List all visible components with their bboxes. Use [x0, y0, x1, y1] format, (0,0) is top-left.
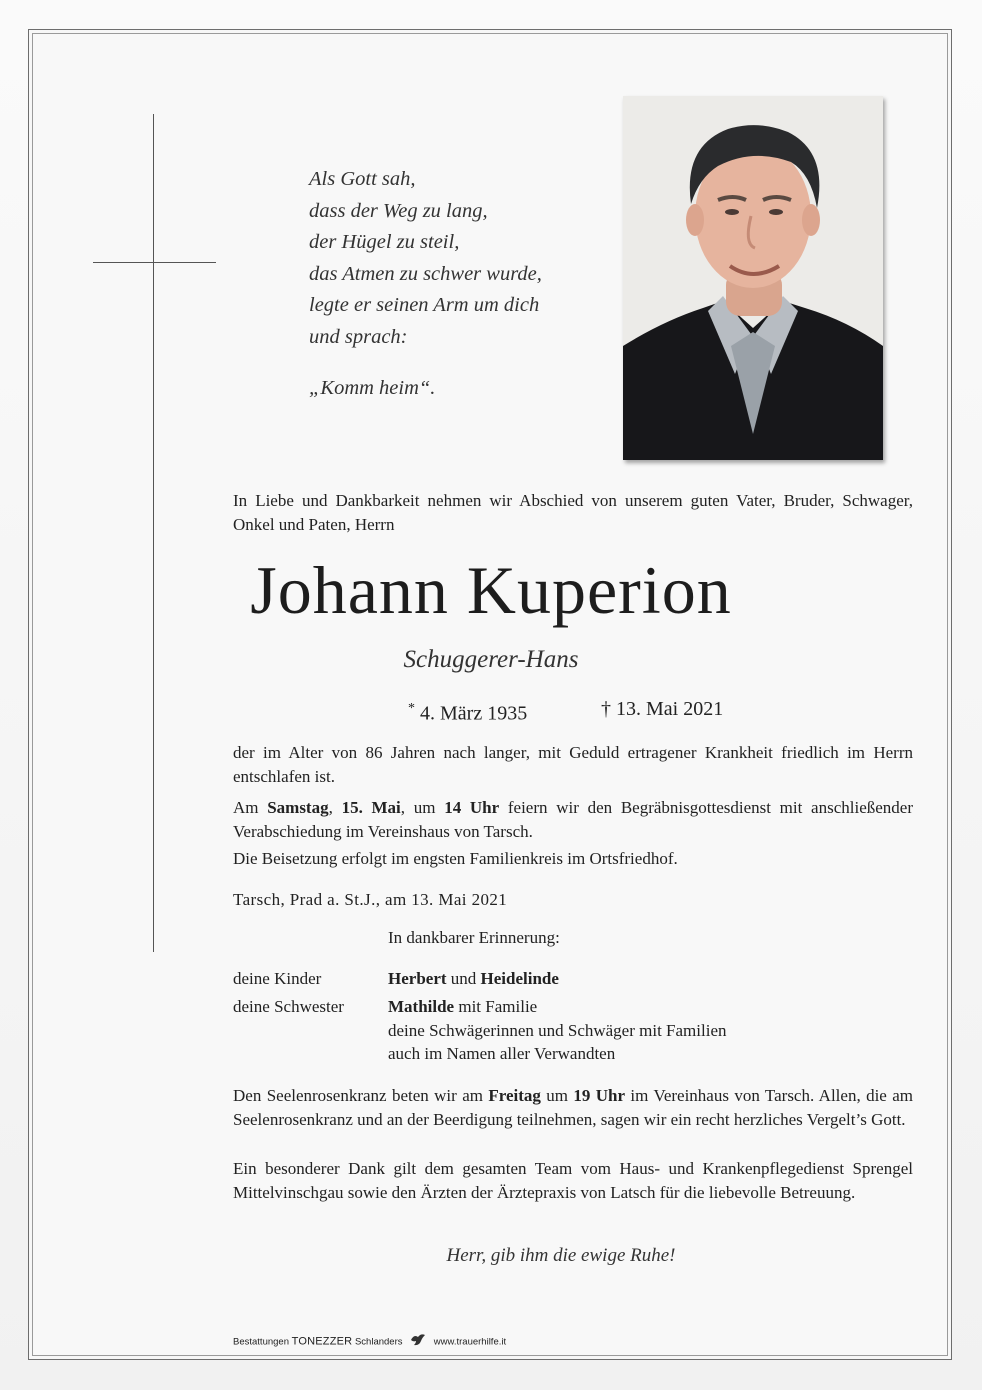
portrait-photo — [623, 96, 883, 460]
family-inlaws: deine Schwägerinnen und Schwäger mit Familien — [388, 1020, 727, 1040]
funeral-text: Am — [233, 798, 268, 817]
portrait-illustration — [623, 96, 883, 460]
poem-line: das Atmen zu schwer wurde, — [309, 262, 542, 285]
footer-brand: TONEZZER — [291, 1335, 353, 1348]
poem-line: legte er seinen Arm um dich — [309, 294, 540, 316]
child-name: Heidelinde — [480, 969, 559, 988]
family-label-sister: deine Schwester — [233, 997, 344, 1016]
funeral-paragraph — [233, 796, 913, 843]
death-symbol: † — [601, 698, 611, 720]
funeral-time: 14 Uhr — [444, 798, 500, 817]
funeral-text: , — [328, 798, 342, 817]
funeral-text: , um — [400, 798, 445, 817]
dove-icon — [410, 1333, 426, 1351]
funeral-home-footer — [233, 1333, 506, 1351]
gratitude-heading: In dankbarer Erinnerung: — [388, 928, 560, 947]
burial-paragraph: Die Beisetzung erfolgt im engsten Familienkreis im Ortsfriedhof. — [233, 849, 678, 868]
poem-line: Als Gott sah, — [309, 168, 416, 190]
deceased-name: Johann Kuperion — [250, 552, 732, 628]
footer-website[interactable]: www.trauerhilfe.it — [433, 1336, 507, 1348]
sister-rest: mit Familie — [454, 997, 538, 1016]
rosary-time: 19 Uhr — [573, 1086, 626, 1105]
family-sister — [388, 995, 888, 1019]
birth-date — [408, 696, 527, 727]
thanks-paragraph: Ein besonderer Dank gilt dem gesamten Team vom Haus- und Krankenpflegedienst Sprengel Mittelvinschgau sowie den Ärzten der Ärztepraxis von Latsch für die liebevolle Betreuung. — [233, 1159, 913, 1202]
closing-prayer: Herr, gib ihm die ewige Ruhe! — [446, 1245, 676, 1266]
death-date-text: 13. Mai 2021 — [616, 698, 724, 720]
rosary-text: um — [540, 1086, 574, 1105]
poem-line: der Hügel zu steil, — [309, 231, 460, 253]
rosary-text: im Vereinhaus von Tarsch. Allen, die am Seelenrosenkranz und an der Beerdigung teilnehmen, sagen wir ein recht herzliches Vergelt’s Gott. — [233, 1086, 913, 1129]
funeral-date: 15. Mai — [341, 798, 401, 817]
sister-name: Mathilde — [388, 997, 455, 1016]
funeral-text: feiern wir den Begräbnisgottesdienst mit anschließender Verabschiedung im Vereinshaus von Tarsch. — [233, 798, 913, 841]
family-children — [388, 967, 559, 991]
deceased-nickname: Schuggerer-Hans — [403, 646, 579, 673]
age-paragraph: der im Alter von 86 Jahren nach langer, mit Geduld ertragener Krankheit friedlich im Herrn entschlafen ist. — [233, 743, 913, 786]
rosary-text: Den Seelenrosenkranz beten wir am — [233, 1086, 489, 1105]
family-sister-and-relatives — [388, 995, 888, 1066]
poem-final-line: „Komm heim“. — [309, 377, 436, 399]
intro-text: In Liebe und Dankbarkeit nehmen wir Abschied von unserem guten Vater, Bruder, Schwager, Onkel und Paten, Herrn — [233, 491, 913, 534]
family-label-children: deine Kinder — [233, 969, 322, 988]
birth-symbol: * — [408, 701, 415, 716]
family-connector: und — [446, 969, 481, 988]
birth-date-text: 4. März 1935 — [420, 702, 528, 725]
rosary-day: Freitag — [488, 1086, 541, 1105]
child-name: Herbert — [388, 969, 447, 988]
footer-town: Schlanders — [354, 1336, 403, 1348]
poem-line: dass der Weg zu lang, — [309, 199, 488, 222]
death-date — [601, 696, 723, 722]
rosary-paragraph — [233, 1084, 913, 1131]
footer-prefix: Bestattungen — [233, 1336, 289, 1348]
place-date: Tarsch, Prad a. St.J., am 13. Mai 2021 — [233, 890, 508, 909]
family-relatives: auch im Namen aller Verwandten — [388, 1044, 616, 1063]
cross-vertical-bar — [153, 114, 154, 952]
poem-line: und sprach: — [309, 325, 408, 348]
funeral-day: Samstag — [267, 798, 329, 817]
cross-horizontal-bar — [93, 262, 216, 263]
poem — [309, 164, 609, 405]
